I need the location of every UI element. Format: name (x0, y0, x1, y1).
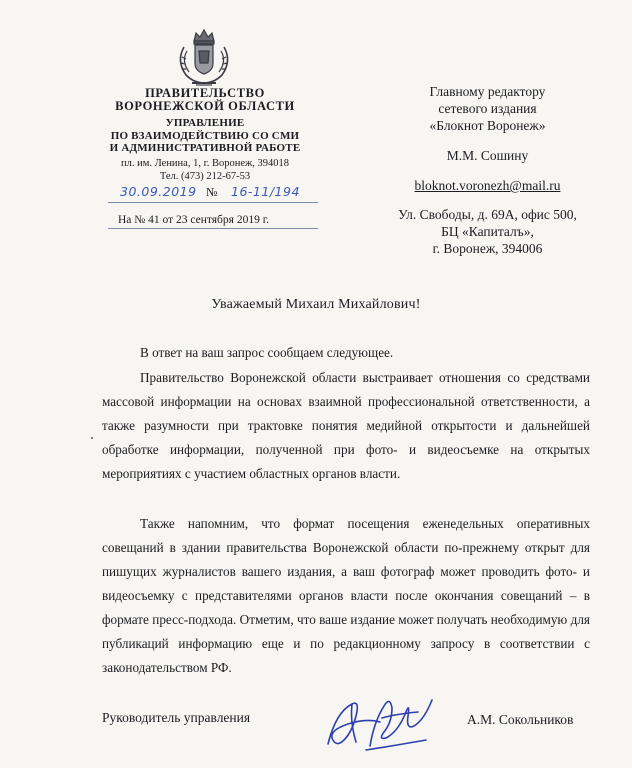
department-name (95, 117, 315, 155)
sender-phone: Тел. (473) 212-67-53 (159, 171, 251, 182)
paragraph-3: Также напомним, что формат посещения еженедельных оперативных совещаний в здании правительства Воронежской области по-прежнему открыт для пишущих журналистов вашего издания, а ваш фотограф может проводить фото- и видеосъемку с представителями органов власти после окончания совещаний – в формате пресс-подхода. Отметим, что ваше издание может получать необходимую для публикаций информацию еще и по редакционному запросу в соответствии с законодательством РФ. (102, 516, 590, 675)
salutation: Уважаемый Михаил Михайлович! (211, 297, 421, 312)
paragraph-2: Правительство Воронежской области выстраивает отношения со средствами массовой информации на основах взаимной профессиональной ответственности, а также разумности при трактовке понятия медийной открытости и дальнейшей обработке информации, полученной при фото- и видеосъемке на открытых мероприятиях с участием областных органов власти. (102, 370, 590, 481)
addressee-address-line2: БЦ «Капиталъ», (441, 224, 534, 239)
stray-mark (91, 437, 93, 439)
registration-number-label: № (206, 185, 218, 199)
registration-line (108, 184, 318, 206)
in-reply-to: На № 41 от 23 сентября 2019 г. (118, 214, 269, 226)
addressee-address-line3: г. Воронеж, 394006 (432, 241, 543, 256)
addressee-line1: Главному редактору (429, 84, 546, 99)
sender-address: пл. им. Ленина, 1, г. Воронеж, 394018 (120, 158, 289, 169)
registration-date: 30.09.2019 (120, 184, 197, 199)
paragraph-1: В ответ на ваш запрос сообщаем следующее. (140, 345, 394, 360)
signatory-name: А.М. Сокольников (467, 712, 574, 727)
org-name-line1: ПРАВИТЕЛЬСТВО (145, 86, 265, 100)
department-line2: ПО ВЗАИМОДЕЙСТВИЮ СО СМИ (110, 129, 300, 142)
signatory-title: Руководитель управления (102, 710, 251, 725)
addressee-name: М.М. Сошину (446, 148, 529, 163)
registration-number: 16-11/194 (231, 184, 300, 199)
addressee-email: bloknot.voronezh@mail.ru (414, 178, 561, 193)
addressee-line3: «Блокнот Воронеж» (429, 118, 546, 133)
in-reply-underline (108, 228, 318, 229)
addressee-address-line1: Ул. Свободы, д. 69А, офис 500, (398, 207, 577, 222)
addressee-line2: сетевого издания (438, 101, 537, 116)
registration-underline (108, 202, 318, 203)
org-name-line2: ВОРОНЕЖСКОЙ ОБЛАСТИ (115, 99, 295, 113)
coat-of-arms-emblem (172, 27, 236, 89)
department-line3: И АДМИНИСТРАТИВНОЙ РАБОТЕ (109, 142, 301, 154)
handwritten-signature (322, 682, 447, 762)
department-line1: УПРАВЛЕНИЕ (165, 117, 245, 129)
